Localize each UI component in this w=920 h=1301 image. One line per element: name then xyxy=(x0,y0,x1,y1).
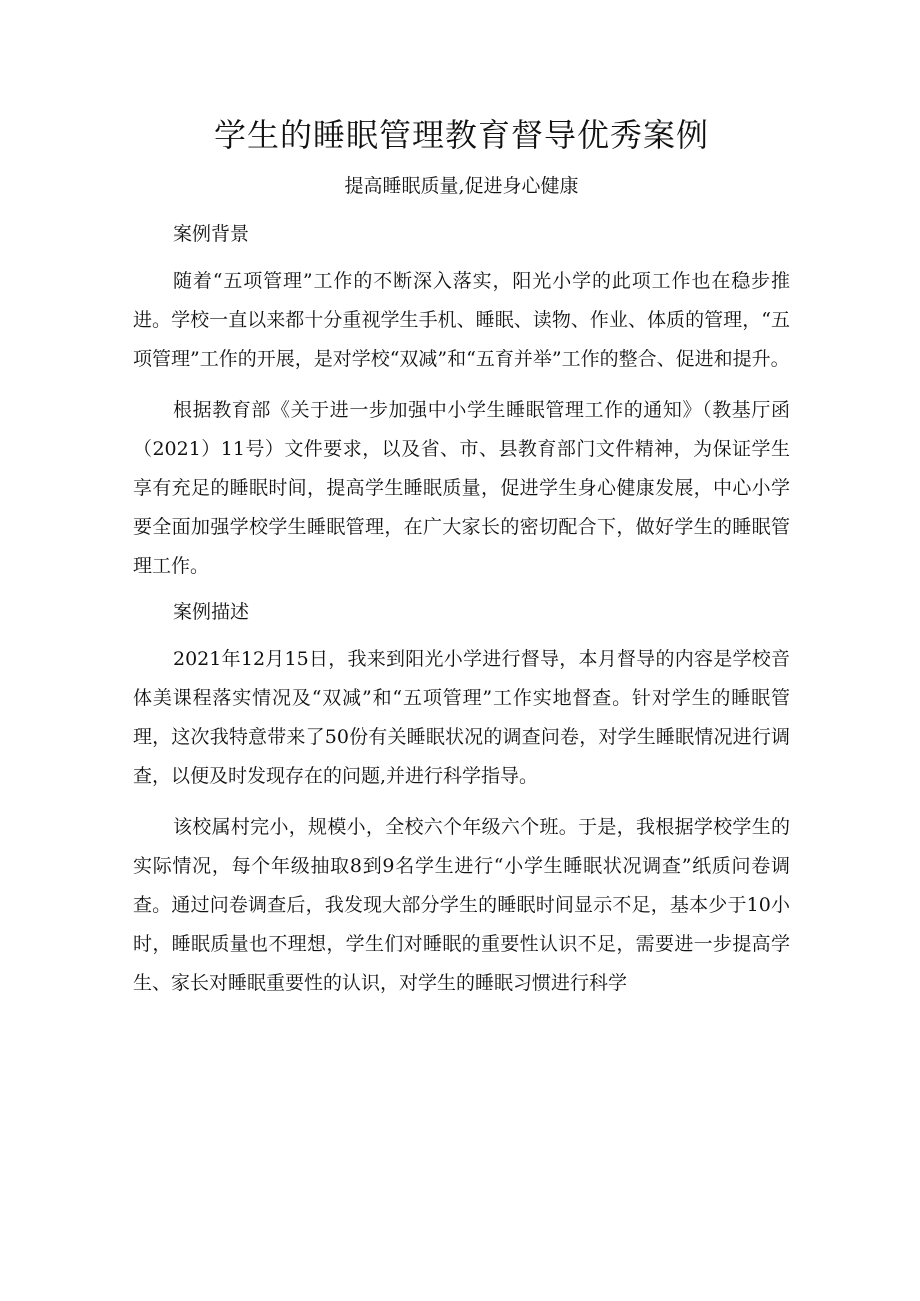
section-heading-description: 案例描述 xyxy=(173,601,250,623)
paragraph: 2021年12月15日，我来到阳光小学进行督导，本月督导的内容是学校音体美课程落实情况及“双减”和“五项管理”工作实地督查。针对学生的睡眠管理，这次我特意带来了50份有关睡眠状况的调查问卷，对学生睡眠情况进行调查，以便及时发现存在的问题,并进行科学指导。 xyxy=(133,648,790,787)
paragraph: 根据教育部《关于进一步加强中小学生睡眠管理工作的通知》（教基厅函（2021）11号）文件要求，以及省、市、县教育部门文件精神，为保证学生享有充足的睡眠时间，提高学生睡眠质量，促进学生身心健康发展，中心小学要全面加强学校学生睡眠管理，在广大家长的密切配合下，做好学生的睡眠管理工作。 xyxy=(133,399,790,577)
paragraph: 随着“五项管理”工作的不断深入落实，阳光小学的此项工作也在稳步推进。学校一直以来都十分重视学生手机、睡眠、读物、作业、体质的管理，“五项管理”工作的开展，是对学校“双减”和“五育并举”工作的整合、促进和提升。 xyxy=(133,270,790,370)
section-heading-background: 案例背景 xyxy=(173,223,250,245)
document-subtitle: 提高睡眠质量,促进身心健康 xyxy=(344,175,579,197)
paragraph: 该校属村完小，规模小，全校六个年级六个班。于是，我根据学校学生的实际情况，每个年级抽取8到9名学生进行“小学生睡眠状况调查”纸质问卷调查。通过问卷调查后，我发现大部分学生的睡眠时间显示不足，基本少于10小时，睡眠质量也不理想，学生们对睡眠的重要性认识不足，需要进一步提高学生、家长对睡眠重要性的认识，对学生的睡眠习惯进行科学 xyxy=(133,816,790,994)
document-title: 学生的睡眠管理教育督导优秀案例 xyxy=(213,116,709,154)
